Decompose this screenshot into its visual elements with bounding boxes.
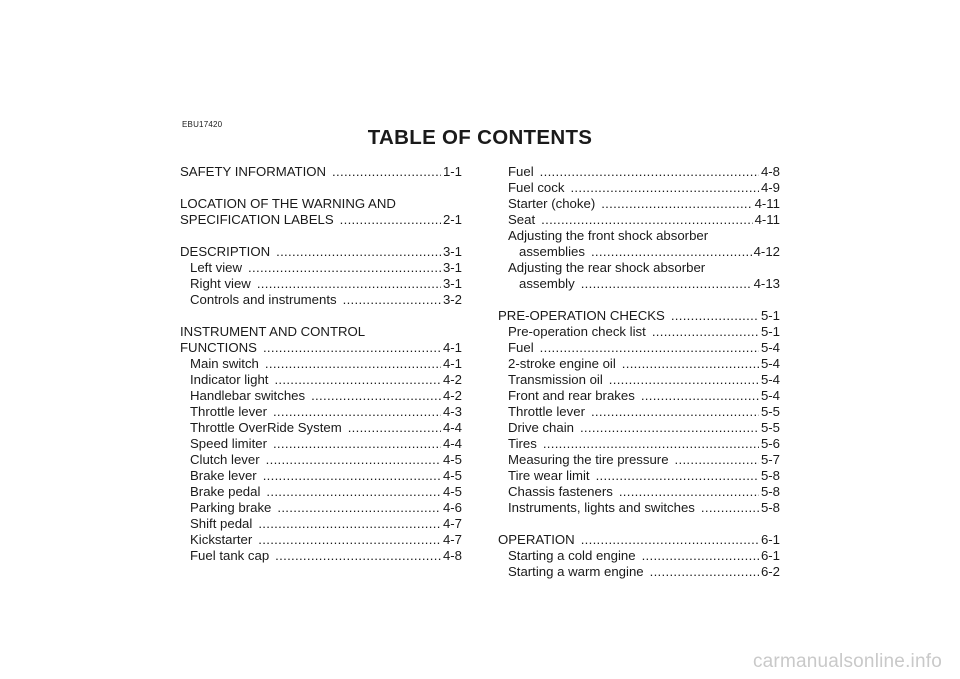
- toc-entry[interactable]: [180, 196, 462, 212]
- toc-entry-page: 4-12: [753, 244, 780, 259]
- toc-entry[interactable]: [498, 260, 780, 276]
- dot-leader: [332, 164, 441, 180]
- toc-entry-label: Handlebar switches: [190, 388, 306, 403]
- toc-entry[interactable]: [498, 532, 780, 548]
- toc-entry-page: 4-2: [442, 372, 462, 387]
- toc-entry-label: Drive chain: [508, 420, 574, 435]
- toc-entry-label: Fuel tank cap: [190, 548, 270, 563]
- toc-entry-page: 4-9: [760, 180, 780, 195]
- toc-entry[interactable]: [180, 372, 462, 388]
- dot-leader: [248, 260, 441, 276]
- toc-spacer: [498, 292, 780, 308]
- toc-entry[interactable]: [498, 212, 780, 228]
- toc-entry-page: 5-1: [760, 324, 780, 339]
- toc-entry-label: Front and rear brakes: [508, 388, 635, 403]
- toc-column-right: [498, 164, 780, 580]
- toc-entry[interactable]: [180, 212, 462, 228]
- toc-entry-label: SPECIFICATION LABELS: [180, 212, 334, 227]
- dot-leader: [596, 468, 759, 484]
- toc-entry-page: 5-5: [760, 404, 780, 419]
- toc-entry[interactable]: [498, 564, 780, 580]
- dot-leader: [340, 212, 441, 228]
- toc-entry[interactable]: [498, 404, 780, 420]
- toc-entry[interactable]: [498, 164, 780, 180]
- toc-entry-label: SAFETY INFORMATION: [180, 164, 327, 179]
- toc-entry[interactable]: [180, 404, 462, 420]
- toc-entry-page: 5-1: [760, 308, 780, 323]
- toc-entry-label: Clutch lever: [190, 452, 260, 467]
- toc-entry[interactable]: [180, 388, 462, 404]
- dot-leader: [274, 372, 441, 388]
- toc-entry-label: LOCATION OF THE WARNING AND: [180, 196, 396, 211]
- dot-leader: [642, 548, 759, 564]
- dot-leader: [540, 340, 759, 356]
- toc-entry-page: 3-1: [442, 260, 462, 275]
- toc-entry[interactable]: [498, 324, 780, 340]
- toc-entry-label: Throttle OverRide System: [190, 420, 342, 435]
- toc-entry[interactable]: [180, 292, 462, 308]
- toc-entry-page: 6-1: [760, 532, 780, 547]
- toc-entry-page: 4-1: [442, 356, 462, 371]
- toc-entry[interactable]: [180, 244, 462, 260]
- toc-entry-page: 5-4: [760, 388, 780, 403]
- toc-entry-page: 4-5: [442, 468, 462, 483]
- toc-entry[interactable]: [498, 452, 780, 468]
- toc-entry-label: Indicator light: [190, 372, 269, 387]
- toc-entry-label: INSTRUMENT AND CONTROL: [180, 324, 366, 339]
- dot-leader: [343, 292, 441, 308]
- page-title: TABLE OF CONTENTS: [367, 126, 593, 149]
- dot-leader: [277, 500, 441, 516]
- toc-entry-label: Brake lever: [190, 468, 257, 483]
- toc-entry[interactable]: [180, 484, 462, 500]
- toc-entry-page: 4-11: [754, 196, 780, 211]
- toc-entry[interactable]: [498, 372, 780, 388]
- toc-entry-label: Shift pedal: [190, 516, 253, 531]
- toc-entry[interactable]: [180, 436, 462, 452]
- dot-leader: [609, 372, 759, 388]
- toc-entry-label: FUNCTIONS: [180, 340, 257, 355]
- dot-leader: [540, 164, 759, 180]
- toc-entry[interactable]: [498, 180, 780, 196]
- toc-entry-label: assemblies: [519, 244, 585, 259]
- toc-spacer: [498, 516, 780, 532]
- toc-entry-page: 6-1: [760, 548, 780, 563]
- toc-entry[interactable]: [180, 276, 462, 292]
- toc-entry-label: assembly: [519, 276, 575, 291]
- toc-entry-label: Starter (choke): [508, 196, 596, 211]
- dot-leader: [275, 548, 441, 564]
- toc-entry-label: Brake pedal: [190, 484, 261, 499]
- toc-entry-page: 4-8: [760, 164, 780, 179]
- toc-entry[interactable]: [498, 548, 780, 564]
- dot-leader: [258, 516, 441, 532]
- toc-entry[interactable]: [180, 164, 462, 180]
- toc-entry-label: Instruments, lights and switches: [508, 500, 695, 515]
- dot-leader: [650, 564, 759, 580]
- toc-spacer: [180, 180, 462, 196]
- toc-entry[interactable]: [180, 420, 462, 436]
- toc-entry[interactable]: [498, 196, 780, 212]
- dot-leader: [652, 324, 759, 340]
- dot-leader: [619, 484, 759, 500]
- toc-entry[interactable]: [180, 324, 462, 340]
- toc-entry-label: Measuring the tire pressure: [508, 452, 669, 467]
- toc-entry-label: Controls and instruments: [190, 292, 337, 307]
- toc-entry-page: 5-4: [760, 372, 780, 387]
- toc-entry-page: 3-2: [442, 292, 462, 307]
- toc-entry-page: 1-1: [442, 164, 462, 179]
- toc-entry-page: 6-2: [760, 564, 780, 579]
- toc-entry-page: 5-8: [760, 500, 780, 515]
- toc-column-left: [180, 164, 462, 564]
- dot-leader: [641, 388, 759, 404]
- toc-entry-page: 2-1: [442, 212, 462, 227]
- toc-entry-label: Starting a warm engine: [508, 564, 644, 579]
- dot-leader: [622, 356, 759, 372]
- dot-leader: [266, 452, 441, 468]
- dot-leader: [591, 244, 752, 260]
- toc-entry[interactable]: [498, 468, 780, 484]
- dot-leader: [273, 436, 441, 452]
- toc-entry[interactable]: [498, 484, 780, 500]
- dot-leader: [591, 404, 759, 420]
- dot-leader: [273, 404, 441, 420]
- toc-entry[interactable]: [180, 500, 462, 516]
- toc-entry[interactable]: [498, 436, 780, 452]
- toc-entry-page: 5-4: [760, 340, 780, 355]
- toc-entry-page: 4-13: [753, 276, 780, 291]
- dot-leader: [265, 356, 441, 372]
- dot-leader: [601, 196, 752, 212]
- toc-entry-label: Adjusting the rear shock absorber: [508, 260, 706, 275]
- toc-entry-label: Main switch: [190, 356, 259, 371]
- toc-entry[interactable]: [498, 388, 780, 404]
- toc-entry[interactable]: [498, 500, 780, 516]
- toc-entry[interactable]: [498, 356, 780, 372]
- toc-entry-label: Kickstarter: [190, 532, 253, 547]
- toc-entry[interactable]: [180, 340, 462, 356]
- toc-entry[interactable]: [498, 244, 780, 260]
- toc-entry-page: 4-7: [442, 516, 462, 531]
- toc-entry[interactable]: [180, 468, 462, 484]
- toc-entry[interactable]: [180, 548, 462, 564]
- toc-spacer: [180, 228, 462, 244]
- toc-spacer: [180, 308, 462, 324]
- toc-entry-label: Chassis fasteners: [508, 484, 613, 499]
- toc-entry[interactable]: [180, 452, 462, 468]
- dot-leader: [266, 484, 441, 500]
- toc-entry-page: 4-6: [442, 500, 462, 515]
- dot-leader: [257, 276, 441, 292]
- toc-entry-label: Adjusting the front shock absorber: [508, 228, 709, 243]
- toc-entry-page: 4-3: [442, 404, 462, 419]
- toc-entry-page: 5-4: [760, 356, 780, 371]
- toc-entry[interactable]: [180, 260, 462, 276]
- dot-leader: [581, 276, 752, 292]
- toc-entry-label: Tires: [508, 436, 537, 451]
- document-code: EBU17420: [182, 120, 223, 129]
- toc-entry-label: Transmission oil: [508, 372, 603, 387]
- toc-entry-page: 3-1: [442, 244, 462, 259]
- dot-leader: [671, 308, 759, 324]
- dot-leader: [675, 452, 759, 468]
- toc-entry-label: 2-stroke engine oil: [508, 356, 616, 371]
- toc-entry[interactable]: [498, 276, 780, 292]
- toc-entry-label: PRE-OPERATION CHECKS: [498, 308, 665, 323]
- dot-leader: [543, 436, 759, 452]
- toc-entry[interactable]: [180, 532, 462, 548]
- watermark: carmanualsonline.info: [752, 651, 942, 672]
- toc-entry-label: Throttle lever: [190, 404, 267, 419]
- toc-entry-label: Parking brake: [190, 500, 272, 515]
- toc-entry-page: 5-6: [760, 436, 780, 451]
- toc-entry-page: 4-8: [442, 548, 462, 563]
- toc-entry[interactable]: [180, 356, 462, 372]
- dot-leader: [570, 180, 759, 196]
- toc-entry[interactable]: [498, 228, 780, 244]
- toc-entry-label: Fuel: [508, 340, 534, 355]
- dot-leader: [263, 340, 441, 356]
- toc-entry-page: 5-8: [760, 484, 780, 499]
- dot-leader: [701, 500, 759, 516]
- dot-leader: [581, 532, 759, 548]
- toc-entry-label: Throttle lever: [508, 404, 585, 419]
- toc-entry[interactable]: [498, 308, 780, 324]
- toc-entry-label: Fuel: [508, 164, 534, 179]
- toc-entry[interactable]: [180, 516, 462, 532]
- toc-entry-label: Left view: [190, 260, 243, 275]
- toc-entry-page: 3-1: [442, 276, 462, 291]
- dot-leader: [311, 388, 441, 404]
- toc-entry-page: 4-4: [442, 420, 462, 435]
- toc-entry-label: OPERATION: [498, 532, 575, 547]
- dot-leader: [541, 212, 752, 228]
- toc-entry-page: 4-5: [442, 484, 462, 499]
- toc-entry-label: Seat: [508, 212, 536, 227]
- toc-entry-page: 5-5: [760, 420, 780, 435]
- dot-leader: [276, 244, 441, 260]
- toc-entry-label: Tire wear limit: [508, 468, 590, 483]
- toc-entry-label: DESCRIPTION: [180, 244, 271, 259]
- toc-entry-label: Pre-operation check list: [508, 324, 646, 339]
- toc-entry-label: Right view: [190, 276, 251, 291]
- toc-entry-page: 4-5: [442, 452, 462, 467]
- dot-leader: [580, 420, 759, 436]
- toc-entry[interactable]: [498, 420, 780, 436]
- toc-entry-page: 5-7: [760, 452, 780, 467]
- toc-entry-page: 4-7: [442, 532, 462, 547]
- dot-leader: [258, 532, 441, 548]
- toc-entry-page: 4-2: [442, 388, 462, 403]
- toc-entry-label: Starting a cold engine: [508, 548, 636, 563]
- dot-leader: [263, 468, 441, 484]
- toc-entry-page: 5-8: [760, 468, 780, 483]
- toc-entry-label: Speed limiter: [190, 436, 267, 451]
- toc-entry[interactable]: [498, 340, 780, 356]
- toc-entry-page: 4-4: [442, 436, 462, 451]
- toc-entry-page: 4-1: [442, 340, 462, 355]
- toc-entry-label: Fuel cock: [508, 180, 565, 195]
- dot-leader: [348, 420, 441, 436]
- toc-entry-page: 4-11: [754, 212, 780, 227]
